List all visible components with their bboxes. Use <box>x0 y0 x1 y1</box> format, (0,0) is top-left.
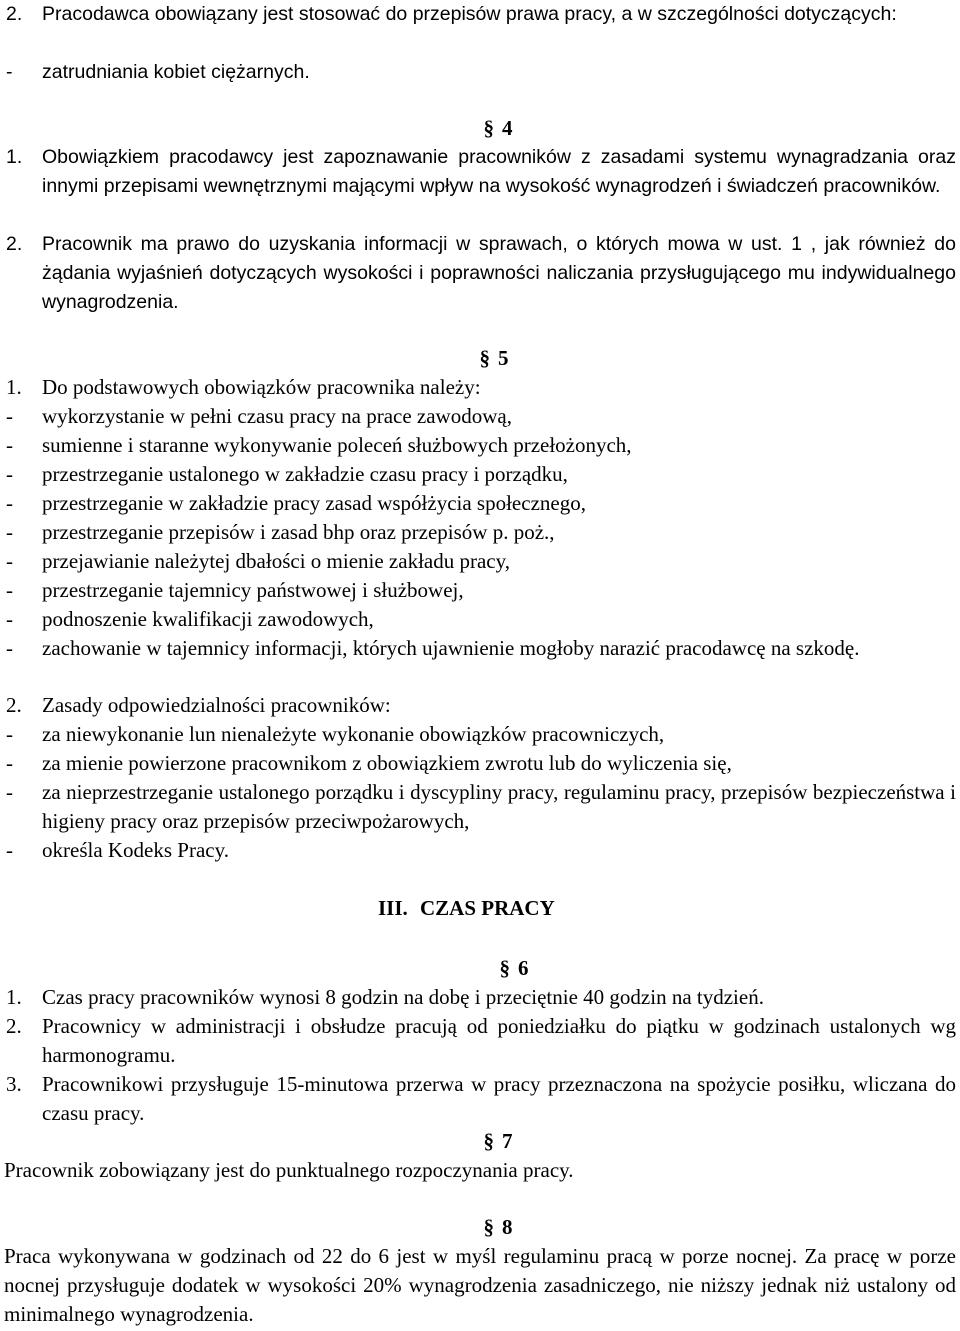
section-8-heading <box>0 1213 960 1242</box>
item-number: 3. <box>6 1072 22 1096</box>
chapter-heading <box>378 894 555 923</box>
section-6-list <box>0 983 960 1128</box>
section-7-heading <box>0 1127 960 1156</box>
dash-marker: - <box>6 61 13 83</box>
item-number: 2. <box>6 1014 22 1038</box>
list-item <box>0 576 960 605</box>
dash-marker: - <box>6 751 13 775</box>
item-number: 1. <box>6 375 22 399</box>
dash-marker: - <box>6 636 13 660</box>
section-8-text: Praca wykonywana w godzinach od 22 do 6 jest w myśl regulaminu pracą w porze nocnej. Za pracę w porze nocnej przysługuje dodatek w wysokości 20% wynagrodzenia zasadniczego, nie niższy jednak niż ustalony od minimalnego wynagrodzenia. <box>4 1244 956 1326</box>
item-text: za mienie powierzone pracownikom z obowiązkiem zwrotu lub do wyliczenia się, <box>42 751 732 775</box>
item-text: podnoszenie kwalifikacji zawodowych, <box>42 607 374 631</box>
top-dash-item <box>0 58 960 87</box>
item-text: Do podstawowych obowiązków pracownika należy: <box>42 375 481 399</box>
dash-marker: - <box>6 578 13 602</box>
section-number: 4 <box>502 116 513 140</box>
section-symbol: § <box>483 116 494 140</box>
list-item <box>0 402 960 431</box>
section-5-paragraph-2 <box>0 691 960 720</box>
item-text: przestrzeganie ustalonego w zakładzie czasu pracy i porządku, <box>42 462 568 486</box>
section-6-heading <box>0 954 960 983</box>
item-text: sumienne i staranne wykonywanie poleceń służbowych przełożonych, <box>42 433 632 457</box>
item-text: za nieprzestrzeganie ustalonego porządku i dyscypliny pracy, regulaminu pracy, przepisów bezpieczeństwa i higieny pracy oraz przepisów przeciwpożarowych, <box>42 780 956 833</box>
duties-list <box>0 402 960 663</box>
item-text: wykorzystanie w pełni czasu pracy na prace zawodową, <box>42 404 512 428</box>
section-number: 5 <box>498 346 509 370</box>
item-text: Czas pracy pracowników wynosi 8 godzin na dobę i przeciętnie 40 godzin na tydzień. <box>42 985 764 1009</box>
item-number: 2. <box>6 693 22 717</box>
list-item <box>0 605 960 634</box>
list-item <box>0 547 960 576</box>
section-symbol: § <box>483 1129 494 1153</box>
list-item <box>0 749 960 778</box>
item-text: Pracownikowi przysługuje 15-minutowa przerwa w pracy przeznaczona na spożycie posiłku, wliczana do czasu pracy. <box>42 1072 956 1125</box>
section-4-paragraph-2 <box>0 230 960 317</box>
dash-marker: - <box>6 722 13 746</box>
item-number: 2. <box>6 233 23 255</box>
section-symbol: § <box>479 346 490 370</box>
section-4-heading <box>0 114 960 143</box>
list-item <box>0 634 960 663</box>
list-item <box>0 1070 960 1128</box>
list-item <box>0 983 960 1012</box>
list-item <box>0 489 960 518</box>
item-text: Zasady odpowiedzialności pracowników: <box>42 693 391 717</box>
section-4-paragraph-1 <box>0 143 960 201</box>
item-number: 2. <box>6 3 23 25</box>
section-number: 7 <box>502 1129 513 1153</box>
chapter-roman-numeral: III. <box>378 896 408 920</box>
item-text: przestrzeganie w zakładzie pracy zasad współżycia społecznego, <box>42 491 586 515</box>
item-text: przestrzeganie przepisów i zasad bhp oraz przepisów p. poż., <box>42 520 555 544</box>
top-item-2 <box>0 0 960 29</box>
section-7-text: Pracownik zobowiązany jest do punktualnego rozpoczynania pracy. <box>4 1158 574 1182</box>
section-5-heading <box>0 344 960 373</box>
dash-marker: - <box>6 462 13 486</box>
section-5-paragraph-1 <box>0 373 960 402</box>
item-text: określa Kodeks Pracy. <box>42 838 230 862</box>
item-number: 1. <box>6 985 22 1009</box>
list-item <box>0 1012 960 1070</box>
item-text: przejawianie należytej dbałości o mienie zakładu pracy, <box>42 549 510 573</box>
item-text: za niewykonanie lun nienależyte wykonanie obowiązków pracowniczych, <box>42 722 665 746</box>
item-number: 1. <box>6 146 23 168</box>
item-text: Pracownicy w administracji i obsłudze pracują od poniedziałku do piątku w godzinach ustalonych wg harmonogramu. <box>42 1014 956 1067</box>
dash-marker: - <box>6 838 13 862</box>
dash-marker: - <box>6 520 13 544</box>
list-item <box>0 460 960 489</box>
liability-list <box>0 720 960 865</box>
list-item <box>0 431 960 460</box>
list-item <box>0 518 960 547</box>
list-item <box>0 778 960 836</box>
section-number: 6 <box>518 956 529 980</box>
item-text: zachowanie w tajemnicy informacji, których ujawnienie mogłoby narazić pracodawcę na szkodę. <box>42 636 860 660</box>
item-text: przestrzeganie tajemnicy państwowej i służbowej, <box>42 578 464 602</box>
dash-marker: - <box>6 433 13 457</box>
dash-marker: - <box>6 491 13 515</box>
dash-marker: - <box>6 780 13 804</box>
dash-marker: - <box>6 549 13 573</box>
item-text: Pracodawca obowiązany jest stosować do przepisów prawa pracy, a w szczególności dotyczących: <box>42 3 897 25</box>
chapter-title: CZAS PRACY <box>420 896 555 920</box>
item-text: Pracownik ma prawo do uzyskania informacji w sprawach, o których mowa w ust. 1 , jak również do żądania wyjaśnień dotyczących wysokości i poprawności naliczania przysługującego mu indywidualnego wynagrodzenia. <box>42 233 956 313</box>
item-text: zatrudniania kobiet ciężarnych. <box>42 61 310 83</box>
section-number: 8 <box>502 1215 513 1239</box>
section-symbol: § <box>499 956 510 980</box>
dash-marker: - <box>6 404 13 428</box>
dash-marker: - <box>6 607 13 631</box>
list-item <box>0 836 960 865</box>
section-symbol: § <box>483 1215 494 1239</box>
list-item <box>0 720 960 749</box>
item-text: Obowiązkiem pracodawcy jest zapoznawanie pracowników z zasadami systemu wynagradzania oraz innymi przepisami wewnętrznymi mającymi wpływ na wysokość wynagrodzeń i świadczeń pracowników. <box>42 146 956 197</box>
